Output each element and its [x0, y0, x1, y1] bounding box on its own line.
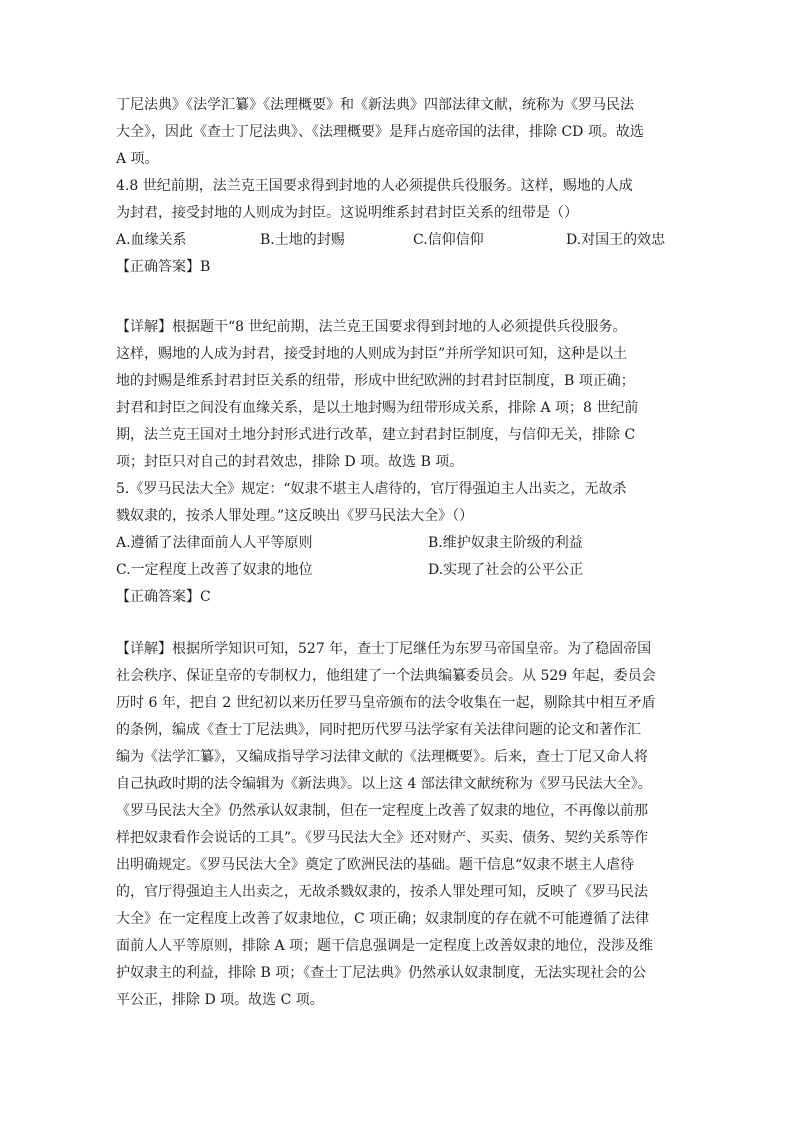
question-5-explanation: 面前人人平等原则，排除 A 项；题干信息强调是一定程度上改善奴隶的地位，没涉及维	[116, 938, 654, 954]
question-5-explanation: 【详解】根据所学知识可知，527 年，查士丁尼继任为东罗马帝国皇帝。为了稳固帝国	[116, 641, 652, 657]
question-4-option-a: A.血缘关系	[116, 232, 187, 248]
question-5-explanation: 《罗马民法大全》仍然承认奴隶制，但在一定程度上改善了奴隶的地位，不再像以前那	[116, 803, 648, 819]
question-5-explanation: 编为《法学汇纂》，又编成指导学习法律文献的《法理概要》。后来，查士丁尼又命人将	[116, 749, 648, 765]
question-5-stem: 戮奴隶的，按杀人罪处理。”这反映出《罗马民法大全》（）	[116, 508, 474, 524]
question-4-explanation: 项；封臣只对自己的封君效忠，排除 D 项。故选 B 项。	[116, 454, 464, 470]
question-5-stem: 5.《罗马民法大全》规定：“奴隶不堪主人虐待的，官厅得强迫主人出卖之，无故杀	[116, 481, 627, 497]
question-5-explanation: 的，官厅得强迫主人出卖之，无故杀戮奴隶的，按杀人罪处理可知，反映了《罗马民法	[116, 884, 648, 900]
question-4-explanation: 这样，赐地的人成为封君，接受封地的人则成为封臣”并所学知识可知，这种是以土	[116, 346, 628, 362]
question-5-option-b: B.维护奴隶主阶级的利益	[428, 535, 583, 551]
question-5-explanation: 历时 6 年，把自 2 世纪初以来历任罗马皇帝颁布的法令收集在一起，剔除其中相互矛盾	[116, 695, 656, 711]
question-5-explanation: 自己执政时期的法令编辑为《新法典》。以上这 4 部法律文献统称为《罗马民法大全》。	[116, 776, 652, 792]
question-5-answer: 【正确答案】C	[116, 589, 211, 605]
question-4-explanation: 封君和封臣之间没有血缘关系，是以土地封赐为纽带形成关系，排除 A 项；8 世纪前	[116, 400, 639, 416]
question-4-stem: 4.8 世纪前期，法兰克王国要求得到封地的人必须提供兵役服务。这样，赐地的人成	[116, 178, 633, 194]
question-4-option-b: B.土地的封赐	[260, 232, 345, 248]
question-5-option-c: C.一定程度上改善了奴隶的地位	[116, 562, 313, 578]
text-line: 丁尼法典》《法学汇纂》《法理概要》和《新法典》四部法律文献，统称为《罗马民法	[116, 97, 634, 113]
question-5-explanation: 出明确规定。《罗马民法大全》奠定了欧洲民法的基础。题干信息“奴隶不堪主人虐待	[116, 857, 635, 873]
question-5-explanation: 护奴隶主的利益，排除 B 项；《查士丁尼法典》仍然承认奴隶制度，无法实现社会的公	[116, 965, 647, 981]
text-line: A 项。	[116, 151, 159, 167]
question-5-explanation: 社会秩序、保证皇帝的专制权力，他组建了一个法典编纂委员会。从 529 年起，委员会	[116, 668, 656, 684]
question-4-option-d: D.对国王的效忠	[566, 232, 666, 248]
question-4-option-c: C.信仰信仰	[413, 232, 484, 248]
question-4-answer: 【正确答案】B	[116, 259, 211, 275]
question-4-explanation: 地的封赐是维系封君封臣关系的纽带，形成中世纪欧洲的封君封臣制度，B 项正确；	[116, 373, 635, 389]
question-5-explanation: 的条例，编成《查士丁尼法典》，同时把历代罗马法学家有关法律问题的论文和著作汇	[116, 722, 641, 738]
question-5-explanation: 样把奴隶看作会说话的工具”。《罗马民法大全》还对财产、买卖、债务、契约关系等作	[116, 830, 649, 846]
question-5-option-d: D.实现了社会的公平公正	[428, 562, 584, 578]
question-4-explanation: 【详解】根据题干“8 世纪前期，法兰克王国要求得到封地的人必须提供兵役服务。	[116, 319, 627, 335]
text-line: 大全》，因此《查士丁尼法典》、《法理概要》是拜占庭帝国的法律，排除 CD 项。故选	[116, 124, 644, 140]
question-5-explanation: 平公正，排除 D 项。故选 C 项。	[116, 992, 324, 1008]
question-4-stem: 为封君，接受封地的人则成为封臣。这说明维系封君封臣关系的纽带是（）	[116, 205, 578, 221]
question-5-explanation: 大全》在一定程度上改善了奴隶地位，C 项正确；奴隶制度的存在就不可能遵循了法律	[116, 911, 650, 927]
question-5-option-a: A.遵循了法律面前人人平等原则	[116, 535, 313, 551]
question-4-explanation: 期，法兰克王国对土地分封形式进行改革，建立封君封臣制度，与信仰无关，排除 C	[116, 427, 636, 443]
